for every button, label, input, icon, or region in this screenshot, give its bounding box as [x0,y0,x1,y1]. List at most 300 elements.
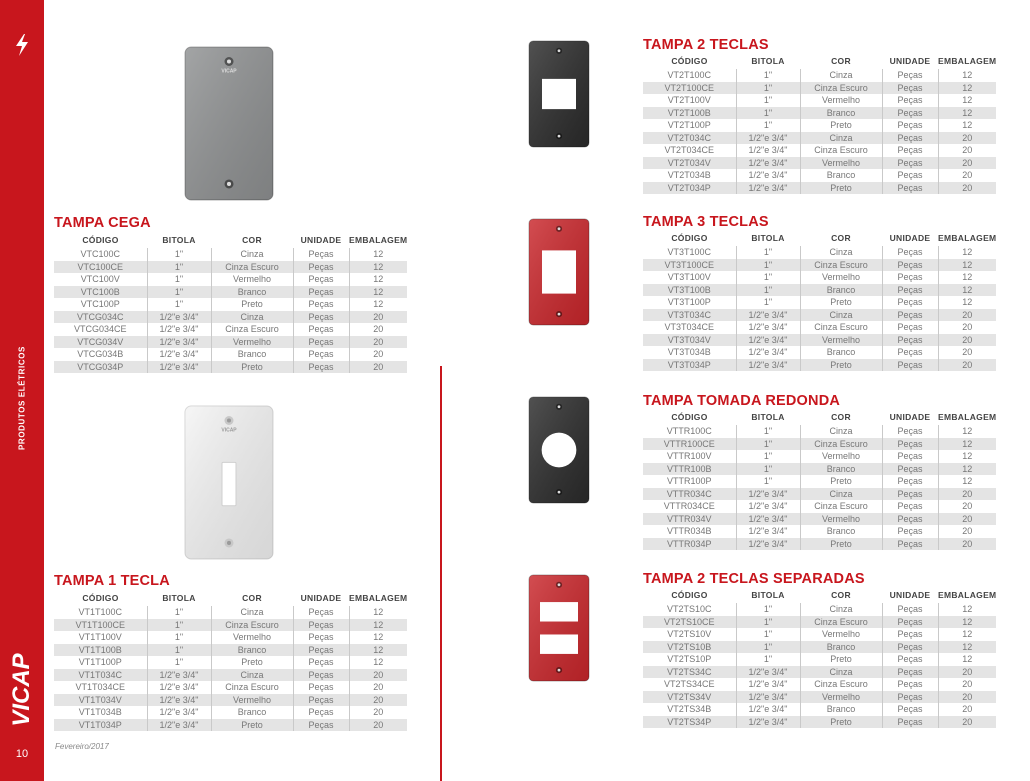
column-header: EMBALAGEM [349,235,408,245]
table-header-row [54,590,407,606]
table-row [54,311,407,324]
table-cell: 1/2"e 3/4" [147,694,211,707]
table-cell: Branco [800,284,882,297]
table-cell: Peças [882,144,938,157]
table-cell: Peças [882,94,938,107]
table-cell: 12 [349,261,407,274]
table-row [54,631,407,644]
table-header-row [643,53,996,69]
table-cell: 1/2"e 3/4" [147,323,211,336]
table-cell: VT2T100P [667,120,711,131]
table-cell: VTCG034CE [73,324,127,335]
table-cell: 20 [349,694,407,707]
table-cell: Preto [800,296,882,309]
table-row [54,348,407,361]
table-cell: Preto [800,653,882,666]
table-cell: Peças [882,603,938,616]
table-cell: 1" [736,94,800,107]
table-cell: Peças [882,309,938,322]
table-cell: VTCG034V [54,336,147,349]
table-cell: Cinza Escuro [800,616,882,629]
table-cell: Peças [882,691,938,704]
column-header: BITOLA [751,233,785,243]
table-cell: VT2TS10B [643,641,736,654]
table-row [643,703,996,716]
table-row [643,246,996,259]
table-cell: 1" [736,119,800,132]
table-row [643,82,996,95]
table-cell: 20 [349,361,407,374]
table-cell: Branco [800,641,882,654]
table-cell: 1/2"e 3/4" [147,348,211,361]
column-header: COR [831,233,851,243]
table-cell: Peças [882,169,938,182]
table-cell: Preto [800,538,882,551]
spec-table [643,587,996,728]
table-cell: 1" [736,616,800,629]
table-cell: Peças [882,463,938,476]
table-row [54,323,407,336]
table-cell: VTC100V [80,274,120,285]
table-cell: Peças [882,271,938,284]
table-cell: Peças [293,261,349,274]
table-cell: 20 [938,157,996,170]
table-cell: Vermelho [800,157,882,170]
publication-date: Fevereiro/2017 [55,742,109,751]
table-row [54,336,407,349]
product-image [528,40,590,153]
table-row [643,678,996,691]
table-cell: Cinza Escuro [800,678,882,691]
table-row [643,321,996,334]
table-row [643,525,996,538]
column-header: BITOLA [751,56,785,66]
table-row [643,182,996,195]
table-cell: Peças [293,323,349,336]
key-opening [540,634,578,653]
table-cell: Peças [882,157,938,170]
table-cell: 20 [938,691,996,704]
section-label: PRODUTOS ELÉTRICOS [17,346,27,450]
table-cell: Cinza Escuro [800,321,882,334]
table-row [643,169,996,182]
table-cell: 1" [147,656,211,669]
product-title: TAMPA CEGA [54,215,151,231]
table-row [54,606,407,619]
table-cell: 1" [147,273,211,286]
plate-brand-label: VICAP [221,68,237,75]
table-cell: 12 [938,425,996,438]
table-row [643,463,996,476]
table-cell: Peças [882,716,938,729]
brand-logo: VICAP [8,653,35,727]
table-cell: Preto [800,182,882,195]
table-cell: 20 [349,323,407,336]
table-cell: 12 [349,644,407,657]
table-cell: VT3T034C [643,309,736,322]
spec-table [643,230,996,371]
table-cell: Cinza [800,666,882,679]
table-cell: Vermelho [800,513,882,526]
column-header: COR [831,412,851,422]
table-cell: 1/2"e 3/4" [736,346,800,359]
table-cell: Peças [882,475,938,488]
table-cell: Vermelho [800,450,882,463]
table-cell: Peças [293,694,349,707]
table-cell: VT3T100V [667,272,711,283]
table-cell: 1" [147,606,211,619]
table-cell: VTTR034B [666,526,712,537]
table-cell: Cinza Escuro [800,500,882,513]
table-cell: 20 [938,525,996,538]
table-cell: 1/2"e 3/4" [147,681,211,694]
table-row [643,450,996,463]
table-cell: 1" [736,450,800,463]
table-cell: Cinza Escuro [211,619,293,632]
table-cell: VTTR100C [666,426,712,437]
table-cell: Cinza [800,132,882,145]
table-cell: Vermelho [211,631,293,644]
table-cell: 1" [736,463,800,476]
table-cell: Peças [293,619,349,632]
table-cell: 12 [938,475,996,488]
table-cell: 1" [736,603,800,616]
table-cell: 1/2"e 3/4" [147,311,211,324]
table-cell: Cinza [800,488,882,501]
table-header-row [643,409,996,425]
table-cell: Peças [882,450,938,463]
table-cell: Peças [882,538,938,551]
table-cell: 12 [938,69,996,82]
table-cell: Cinza Escuro [211,681,293,694]
table-cell: VT2T100V [667,95,711,106]
table-cell: VT1T034P [54,719,147,732]
table-cell: VT2TS34B [667,704,712,715]
table-cell: Branco [800,169,882,182]
table-cell: Peças [882,259,938,272]
table-cell: 1/2"e 3/4" [147,336,211,349]
table-cell: Branco [800,525,882,538]
table-cell: Peças [293,273,349,286]
table-cell: 1" [736,69,800,82]
table-cell: Vermelho [800,94,882,107]
table-cell: 20 [938,346,996,359]
table-cell: Peças [293,361,349,374]
table-cell: 12 [938,284,996,297]
table-cell: VT2TS34P [643,716,736,729]
table-cell: VTC100P [80,299,120,310]
column-header: UNIDADE [300,593,342,603]
table-cell: Cinza [800,603,882,616]
table-cell: 20 [349,669,407,682]
table-cell: Peças [882,246,938,259]
table-cell: VT1T100C [78,607,123,618]
table-cell: 20 [349,348,407,361]
table-cell: Cinza [211,669,293,682]
table-cell: 1/2"e 3/4" [736,157,800,170]
table-cell: Peças [882,321,938,334]
table-cell: 20 [938,132,996,145]
table-cell: 1/2"e 3/4" [736,691,800,704]
table-row [643,69,996,82]
table-cell: Peças [882,488,938,501]
table-cell: 20 [349,311,407,324]
column-header: CÓDIGO [671,233,708,243]
column-header: EMBALAGEM [938,590,997,600]
table-row [643,94,996,107]
table-cell: 12 [938,616,996,629]
table-cell: 12 [938,82,996,95]
table-cell: 12 [349,619,407,632]
table-cell: Peças [293,719,349,732]
table-cell: Cinza Escuro [211,261,293,274]
table-cell: VTTR100B [643,463,736,476]
table-cell: VT3T100CE [643,259,736,272]
table-cell: VT1T100P [78,657,122,668]
table-row [643,346,996,359]
table-cell: VTC100C [80,249,120,260]
table-cell: 12 [349,286,407,299]
table-cell: VT2T034C [643,132,736,145]
table-cell: Peças [293,248,349,261]
table-cell: 12 [938,653,996,666]
table-cell: Cinza [800,246,882,259]
table-cell: Branco [800,463,882,476]
table-cell: Cinza Escuro [800,144,882,157]
column-header: UNIDADE [889,412,931,422]
table-cell: VTCG034C [54,311,147,324]
table-cell: Preto [211,656,293,669]
column-header: UNIDADE [889,590,931,600]
table-cell: 1" [147,619,211,632]
table-cell: 12 [349,631,407,644]
table-cell: 1/2"e 3/4" [736,309,800,322]
table-cell: VT1T034V [54,694,147,707]
table-cell: VT1T034B [78,707,122,718]
table-cell: 12 [938,107,996,120]
table-cell: 1" [736,438,800,451]
table-row [643,359,996,372]
table-cell: 1/2"e 3/4" [736,500,800,513]
table-cell: 1/2"e 3/4" [736,182,800,195]
table-cell: Cinza [211,606,293,619]
table-cell: 20 [349,719,407,732]
table-cell: VT2T100B [643,107,736,120]
table-row [54,706,407,719]
table-cell: 1" [736,271,800,284]
table-cell: 1" [736,82,800,95]
table-cell: VT1T100B [54,644,147,657]
table-row [643,603,996,616]
table-cell: VT2TS10C [666,604,712,615]
table-cell: Peças [882,653,938,666]
table-cell: 20 [938,703,996,716]
table-cell: 1/2"e 3/4" [736,703,800,716]
table-cell: 1/2"e 3/4" [147,719,211,732]
table-cell: 1" [736,284,800,297]
column-header: BITOLA [751,412,785,422]
table-cell: Peças [882,346,938,359]
table-cell: 20 [938,500,996,513]
table-cell: 1" [736,653,800,666]
table-cell: 12 [938,259,996,272]
table-cell: Branco [800,346,882,359]
table-cell: Branco [211,286,293,299]
table-row [643,628,996,641]
table-row [54,273,407,286]
table-cell: VT2T034B [667,170,711,181]
table-cell: Peças [882,513,938,526]
table-cell: Peças [293,606,349,619]
table-row [643,284,996,297]
column-header: EMBALAGEM [349,593,408,603]
table-cell: Preto [211,719,293,732]
table-cell: Vermelho [800,271,882,284]
table-cell: 1/2"e 3/4" [736,169,800,182]
table-row [54,719,407,732]
table-cell: Peças [882,500,938,513]
table-cell: VT2TS10CE [643,616,736,629]
table-cell: Preto [211,298,293,311]
table-cell: 1/2"e 3/4" [736,144,800,157]
table-cell: Peças [882,678,938,691]
table-cell: VTTR034C [643,488,736,501]
table-cell: 20 [938,182,996,195]
table-cell: Preto [800,359,882,372]
table-cell: VT2T034V [643,157,736,170]
table-header-row [643,587,996,603]
table-cell: 1/2"e 3/4" [736,334,800,347]
product-title: TAMPA 1 TECLA [54,573,170,589]
table-cell: Peças [293,298,349,311]
table-cell: VT3T034CE [664,322,715,333]
table-cell: Peças [882,334,938,347]
table-cell: Peças [882,132,938,145]
column-header: EMBALAGEM [938,233,997,243]
table-cell: 12 [349,606,407,619]
table-row [54,248,407,261]
table-row [54,361,407,374]
table-cell: 1" [147,298,211,311]
table-row [643,513,996,526]
table-cell: Cinza [211,248,293,261]
table-cell: VT1T100V [78,632,122,643]
table-cell: Peças [293,681,349,694]
table-cell: Peças [882,641,938,654]
table-row [643,653,996,666]
key-opening [222,462,236,505]
column-header: CÓDIGO [671,56,708,66]
table-cell: Vermelho [800,334,882,347]
table-cell: VT1T034C [54,669,147,682]
table-cell: 12 [938,628,996,641]
table-cell: Peças [882,525,938,538]
table-row [54,694,407,707]
table-cell: Peças [293,311,349,324]
table-cell: 20 [938,334,996,347]
table-row [54,261,407,274]
column-header: CÓDIGO [671,590,708,600]
table-cell: VTTR100P [666,476,712,487]
table-row [643,438,996,451]
table-row [643,641,996,654]
table-cell: Peças [882,296,938,309]
table-cell: Peças [882,69,938,82]
table-cell: VT1T034CE [75,682,126,693]
table-cell: Preto [800,119,882,132]
table-cell: Branco [211,644,293,657]
table-cell: VT2TS34CE [663,679,715,690]
column-header: COR [242,235,262,245]
column-header: BITOLA [751,590,785,600]
table-cell: 20 [938,716,996,729]
table-cell: VT2T100CE [643,82,736,95]
table-cell: VTTR034V [643,513,736,526]
table-cell: Peças [882,438,938,451]
table-cell: 1/2"e 3/4" [736,538,800,551]
table-cell: Vermelho [211,336,293,349]
table-cell: 1" [736,641,800,654]
table-cell: 12 [938,450,996,463]
table-cell: Cinza Escuro [800,438,882,451]
table-header-row [54,232,407,248]
table-row [643,309,996,322]
table-cell: Peças [293,656,349,669]
column-header: EMBALAGEM [938,56,997,66]
table-cell: 1/2"e 3/4" [736,359,800,372]
table-cell: VT1T100CE [54,619,147,632]
key-opening [540,602,578,621]
table-cell: VTC100B [54,286,147,299]
table-cell: Cinza Escuro [211,323,293,336]
table-cell: Peças [882,425,938,438]
table-cell: Peças [882,628,938,641]
product-image [184,46,274,206]
table-cell: Cinza Escuro [800,82,882,95]
table-cell: Vermelho [800,691,882,704]
column-header: UNIDADE [889,233,931,243]
plate-brand-label: VICAP [221,427,237,434]
column-header: UNIDADE [889,56,931,66]
table-row [643,119,996,132]
table-cell: 12 [938,641,996,654]
table-row [643,538,996,551]
socket-opening [542,433,577,468]
column-divider [440,366,442,781]
table-cell: Peças [882,666,938,679]
table-cell: VT2T034CE [664,145,715,156]
key-opening [542,250,576,293]
table-cell: Cinza [800,309,882,322]
table-cell: 1" [736,425,800,438]
table-cell: 1/2"e 3/4" [736,678,800,691]
table-cell: 20 [938,321,996,334]
table-row [54,669,407,682]
table-cell: Peças [293,631,349,644]
table-cell: VT3T100P [667,297,711,308]
column-header: UNIDADE [300,235,342,245]
table-cell: 12 [938,296,996,309]
table-cell: VTTR034CE [663,501,715,512]
product-title: TAMPA 2 TECLAS [643,37,769,53]
table-cell: VT2TS34V [643,691,736,704]
table-cell: Peças [882,182,938,195]
column-header: CÓDIGO [82,235,119,245]
product-image [528,218,590,331]
column-header: CÓDIGO [671,412,708,422]
column-header: COR [242,593,262,603]
table-cell: VT3T034B [667,347,711,358]
